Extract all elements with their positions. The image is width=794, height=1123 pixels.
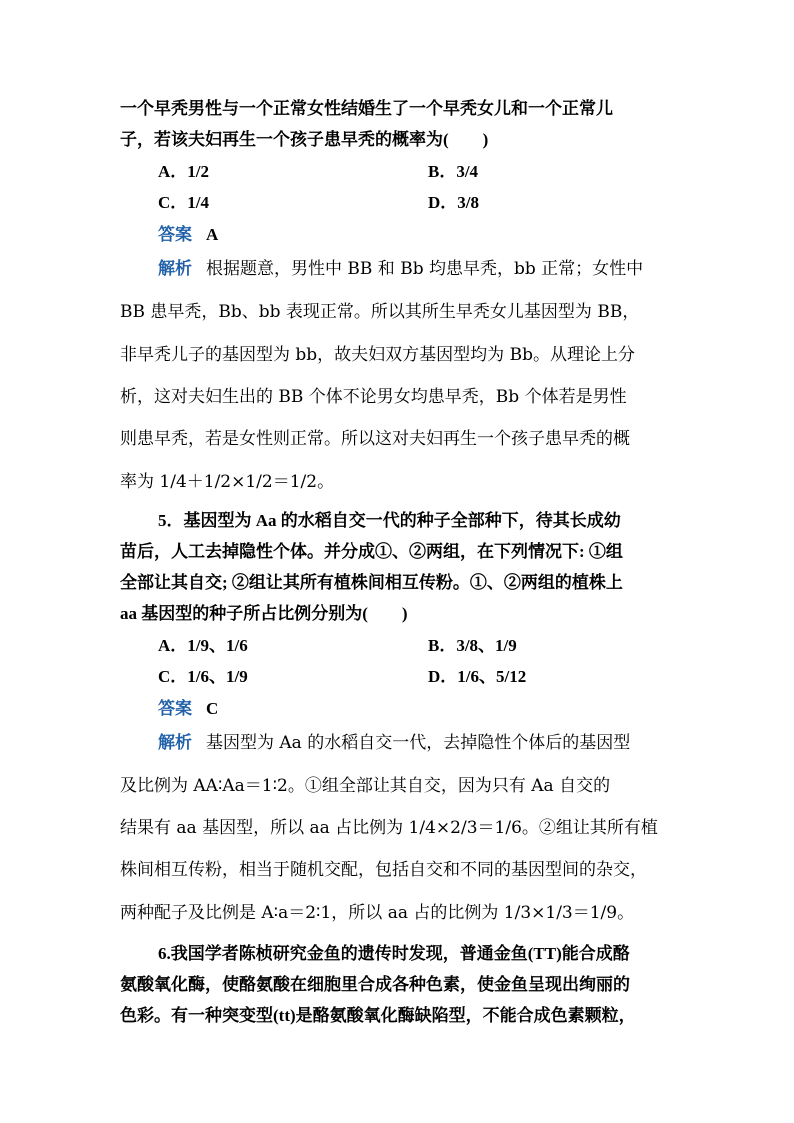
q4-option-d: D．3/8 [428,193,479,212]
q4-answer-label: 答案 [158,225,192,244]
q5-option-c: C．1/6、1/9 [158,667,248,686]
q5-option-b: B．3/8、1/9 [428,636,517,655]
q5-stem-line-3: 全部让其自交; ②组让其所有植株间相互传粉。①、②两组的植株上 [120,573,623,592]
q4-option-c: C．1/4 [158,193,209,212]
q4-analysis-line-5: 则患早秃，若是女性则正常。所以这对夫妇再生一个孩子患早秃的概 [120,429,630,449]
q5-answer-label: 答案 [158,699,192,718]
q5-analysis-line-1: 基因型为 Aa 的水稻自交一代，去掉隐性个体后的基因型 [206,733,631,753]
q5-option-d: D．1/6、5/12 [428,667,527,686]
q4-analysis-line-4: 析，这对夫妇生出的 BB 个体不论男女均患早秃，Bb 个体若是男性 [120,387,627,407]
q6-stem-line-1: 6.我国学者陈桢研究金鱼的遗传时发现，普通金鱼(TT)能合成酪 [158,944,630,963]
q6-stem-line-3: 色彩。有一种突变型(tt)是酪氨酸氧化酶缺陷型，不能合成色素颗粒， [120,1006,636,1025]
q5-option-a: A．1/9、1/6 [158,636,248,655]
q5-analysis-line-3: 结果有 aa 基因型，所以 aa 占比例为 1/4×2/3＝1/6。②组让其所有植 [120,818,658,838]
q4-option-b: B．3/4 [428,162,479,181]
q5-analysis-line-2: 及比例为 AA∶Aa＝1∶2。①组全部让其自交，因为只有 Aa 自交的 [120,776,611,796]
q4-analysis-line-6: 率为 1/4＋1/2×1/2＝1/2。 [120,472,335,492]
q4-analysis-line-3: 非早秃儿子的基因型为 bb，故夫妇双方基因型均为 Bb。从理论上分 [120,345,635,365]
q6-stem-line-2: 氨酸氧化酶，使酪氨酸在细胞里合成各种色素，使金鱼呈现出绚丽的 [120,975,630,994]
q4-option-a: A．1/2 [158,162,209,181]
q4-stem-line-2: 子，若该夫妇再生一个孩子患早秃的概率为( ) [120,130,489,149]
q5-analysis-label: 解析 [158,733,192,753]
q4-analysis-label: 解析 [158,259,192,279]
q4-answer-value: A [206,225,219,244]
q5-answer-value: C [206,699,219,718]
q5-answer-row [158,696,218,722]
q5-analysis-line-4: 株间相互传粉，相当于随机交配，包括自交和不同的基因型间的杂交， [120,860,647,880]
q5-analysis-row [158,730,630,756]
q5-stem-line-4: aa 基因型的种子所占比例分别为( ) [120,604,408,623]
q5-stem-line-2: 苗后，人工去掉隐性个体。并分成①、②两组，在下列情况下: ①组 [120,542,623,561]
q4-answer-row [158,222,218,248]
q5-analysis-line-5: 两种配子及比例是 A∶a＝2∶1，所以 aa 占的比例为 1/3×1/3＝1/9。 [120,903,635,923]
q4-stem-line-1: 一个早秃男性与一个正常女性结婚生了一个早秃女儿和一个正常儿 [120,99,613,118]
q4-analysis-line-1: 根据题意，男性中 BB 和 Bb 均患早秃，bb 正常；女性中 [206,259,644,279]
q4-analysis-row [158,256,643,282]
q5-stem-line-1: 5．基因型为 Aa 的水稻自交一代的种子全部种下，待其长成幼 [158,511,621,530]
q4-analysis-line-2: BB 患早秃，Bb、bb 表现正常。所以其所生早秃女儿基因型为 BB， [120,302,640,322]
